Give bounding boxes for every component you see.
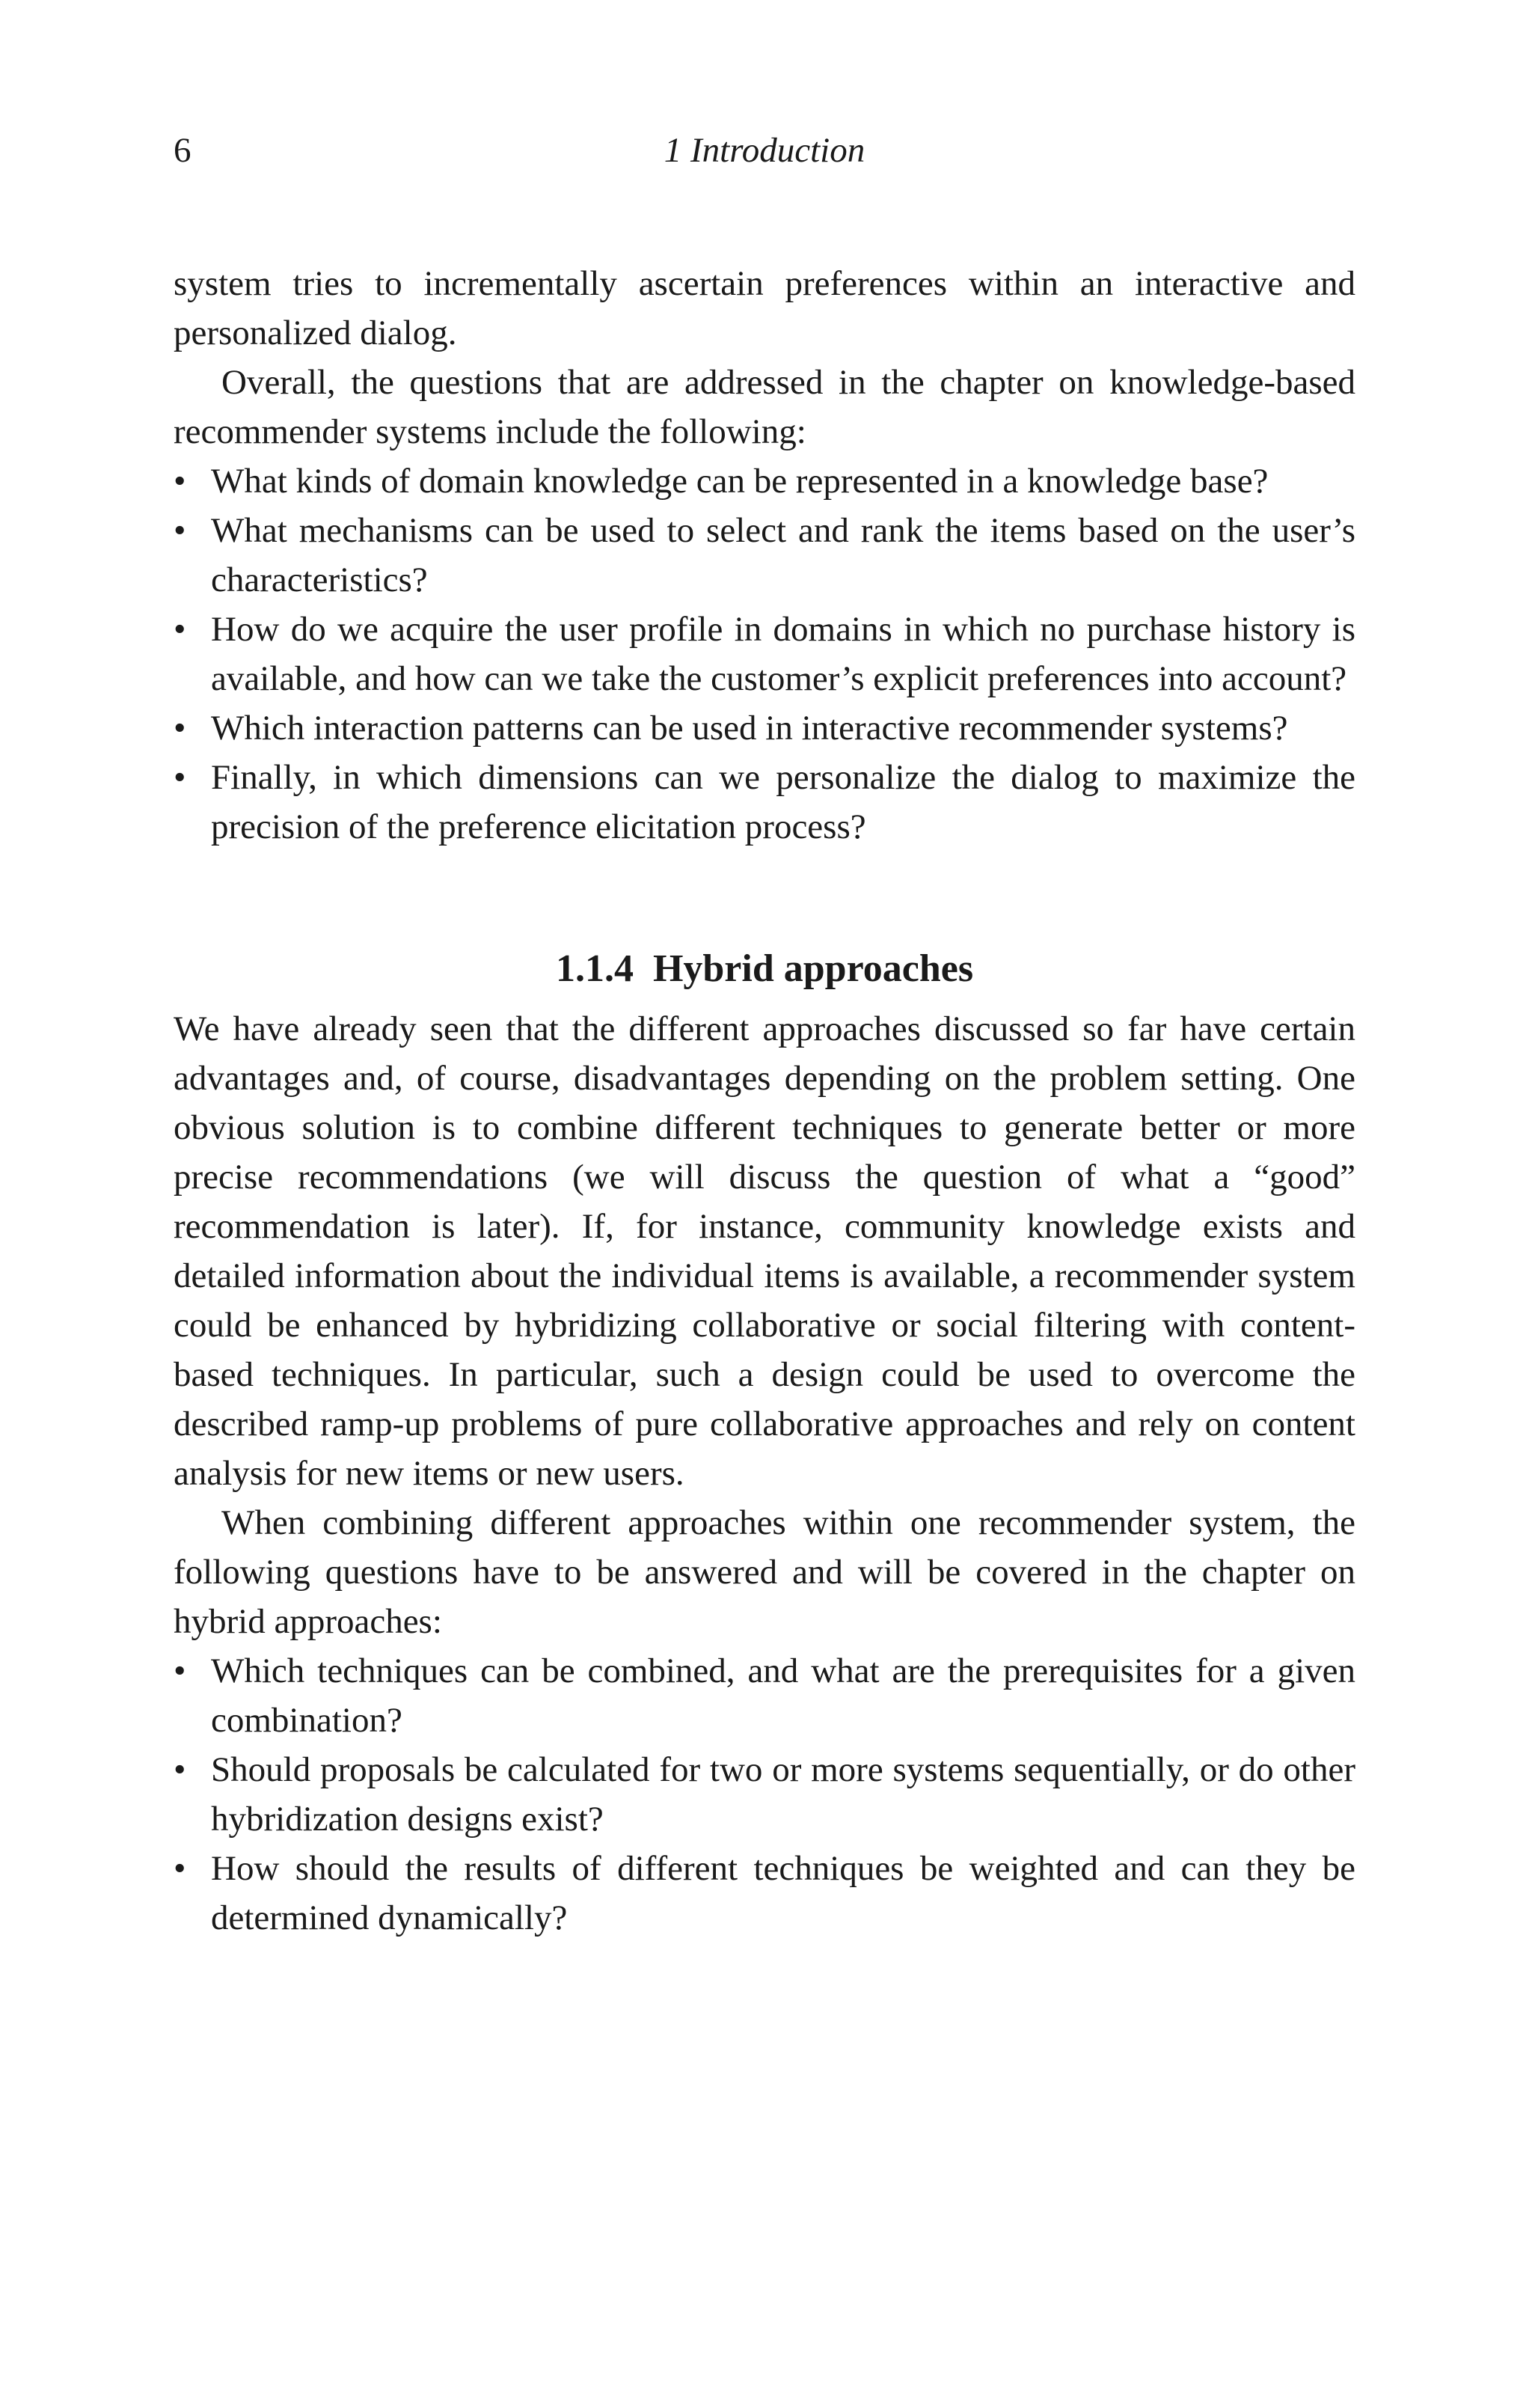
list-item-text: What mechanisms can be used to select and rank the items based on the user’s characteristics?	[211, 511, 1355, 599]
list-item-text: Which techniques can be combined, and what are the prerequisites for a given combination?	[211, 1651, 1355, 1740]
bullet-icon: •	[174, 1849, 186, 1888]
list-item	[174, 1646, 1355, 1745]
list-item	[174, 1844, 1355, 1943]
list-item-text: How do we acquire the user profile in domains in which no purchase history is available, and how can we take the customer’s explicit preferences into account?	[211, 610, 1355, 698]
bullet-icon: •	[174, 758, 186, 797]
paragraph-hybrid-intro: We have already seen that the different approaches discussed so far have certain advantages and, of course, disadvantages depending on the problem setting. One obvious solution is to combine different techniques to generate better or more precise recommendations (we will discuss the question of what a “good” recommendation is later). If, for instance, community knowledge exists and detailed information about the individual items is available, a recommender system could be enhanced by hybridizing collaborative or social filtering with content-based techniques. In particular, such a design could be used to overcome the described ramp-up problems of pure collaborative approaches and rely on content analysis for new items or new users.	[174, 1009, 1355, 1493]
list-item	[174, 605, 1355, 703]
paragraph-overall: Overall, the questions that are addressed in the chapter on knowledge-based recommender systems include the following:	[174, 363, 1355, 451]
list-item-text: Which interaction patterns can be used in interactive recommender systems?	[211, 709, 1288, 748]
knowledge-questions-list	[174, 456, 1355, 852]
paragraph-continued: system tries to incrementally ascertain preferences within an interactive and personalized dialog.	[174, 264, 1355, 352]
section-heading	[174, 944, 1355, 994]
bullet-icon: •	[174, 1651, 186, 1690]
page-number: 6	[174, 131, 192, 170]
list-item	[174, 753, 1355, 852]
running-title: 1 Introduction	[664, 131, 865, 170]
list-item	[174, 506, 1355, 605]
bullet-icon: •	[174, 462, 186, 501]
list-item	[174, 456, 1355, 506]
list-item-text: How should the results of different techniques be weighted and can they be determined dynamically?	[211, 1849, 1355, 1937]
list-item-text: Should proposals be calculated for two or more systems sequentially, or do other hybridization designs exist?	[211, 1750, 1355, 1839]
bullet-icon: •	[174, 1750, 186, 1789]
section-title: Hybrid approaches	[652, 947, 974, 990]
bullet-icon: •	[174, 709, 186, 748]
list-item-text: Finally, in which dimensions can we personalize the dialog to maximize the precision of the preference elicitation process?	[211, 758, 1355, 846]
body-text	[174, 259, 1355, 1943]
bullet-icon: •	[174, 511, 186, 550]
list-item-text: What kinds of domain knowledge can be represented in a knowledge base?	[211, 462, 1269, 501]
section-number: 1.1.4	[555, 947, 634, 990]
paragraph-hybrid-questions: When combining different approaches within one recommender system, the following questions have to be answered and will be covered in the chapter on hybrid approaches:	[174, 1503, 1355, 1641]
bullet-icon: •	[174, 610, 186, 649]
list-item	[174, 1745, 1355, 1844]
hybrid-questions-list	[174, 1646, 1355, 1943]
list-item	[174, 703, 1355, 753]
running-head	[174, 124, 1355, 177]
